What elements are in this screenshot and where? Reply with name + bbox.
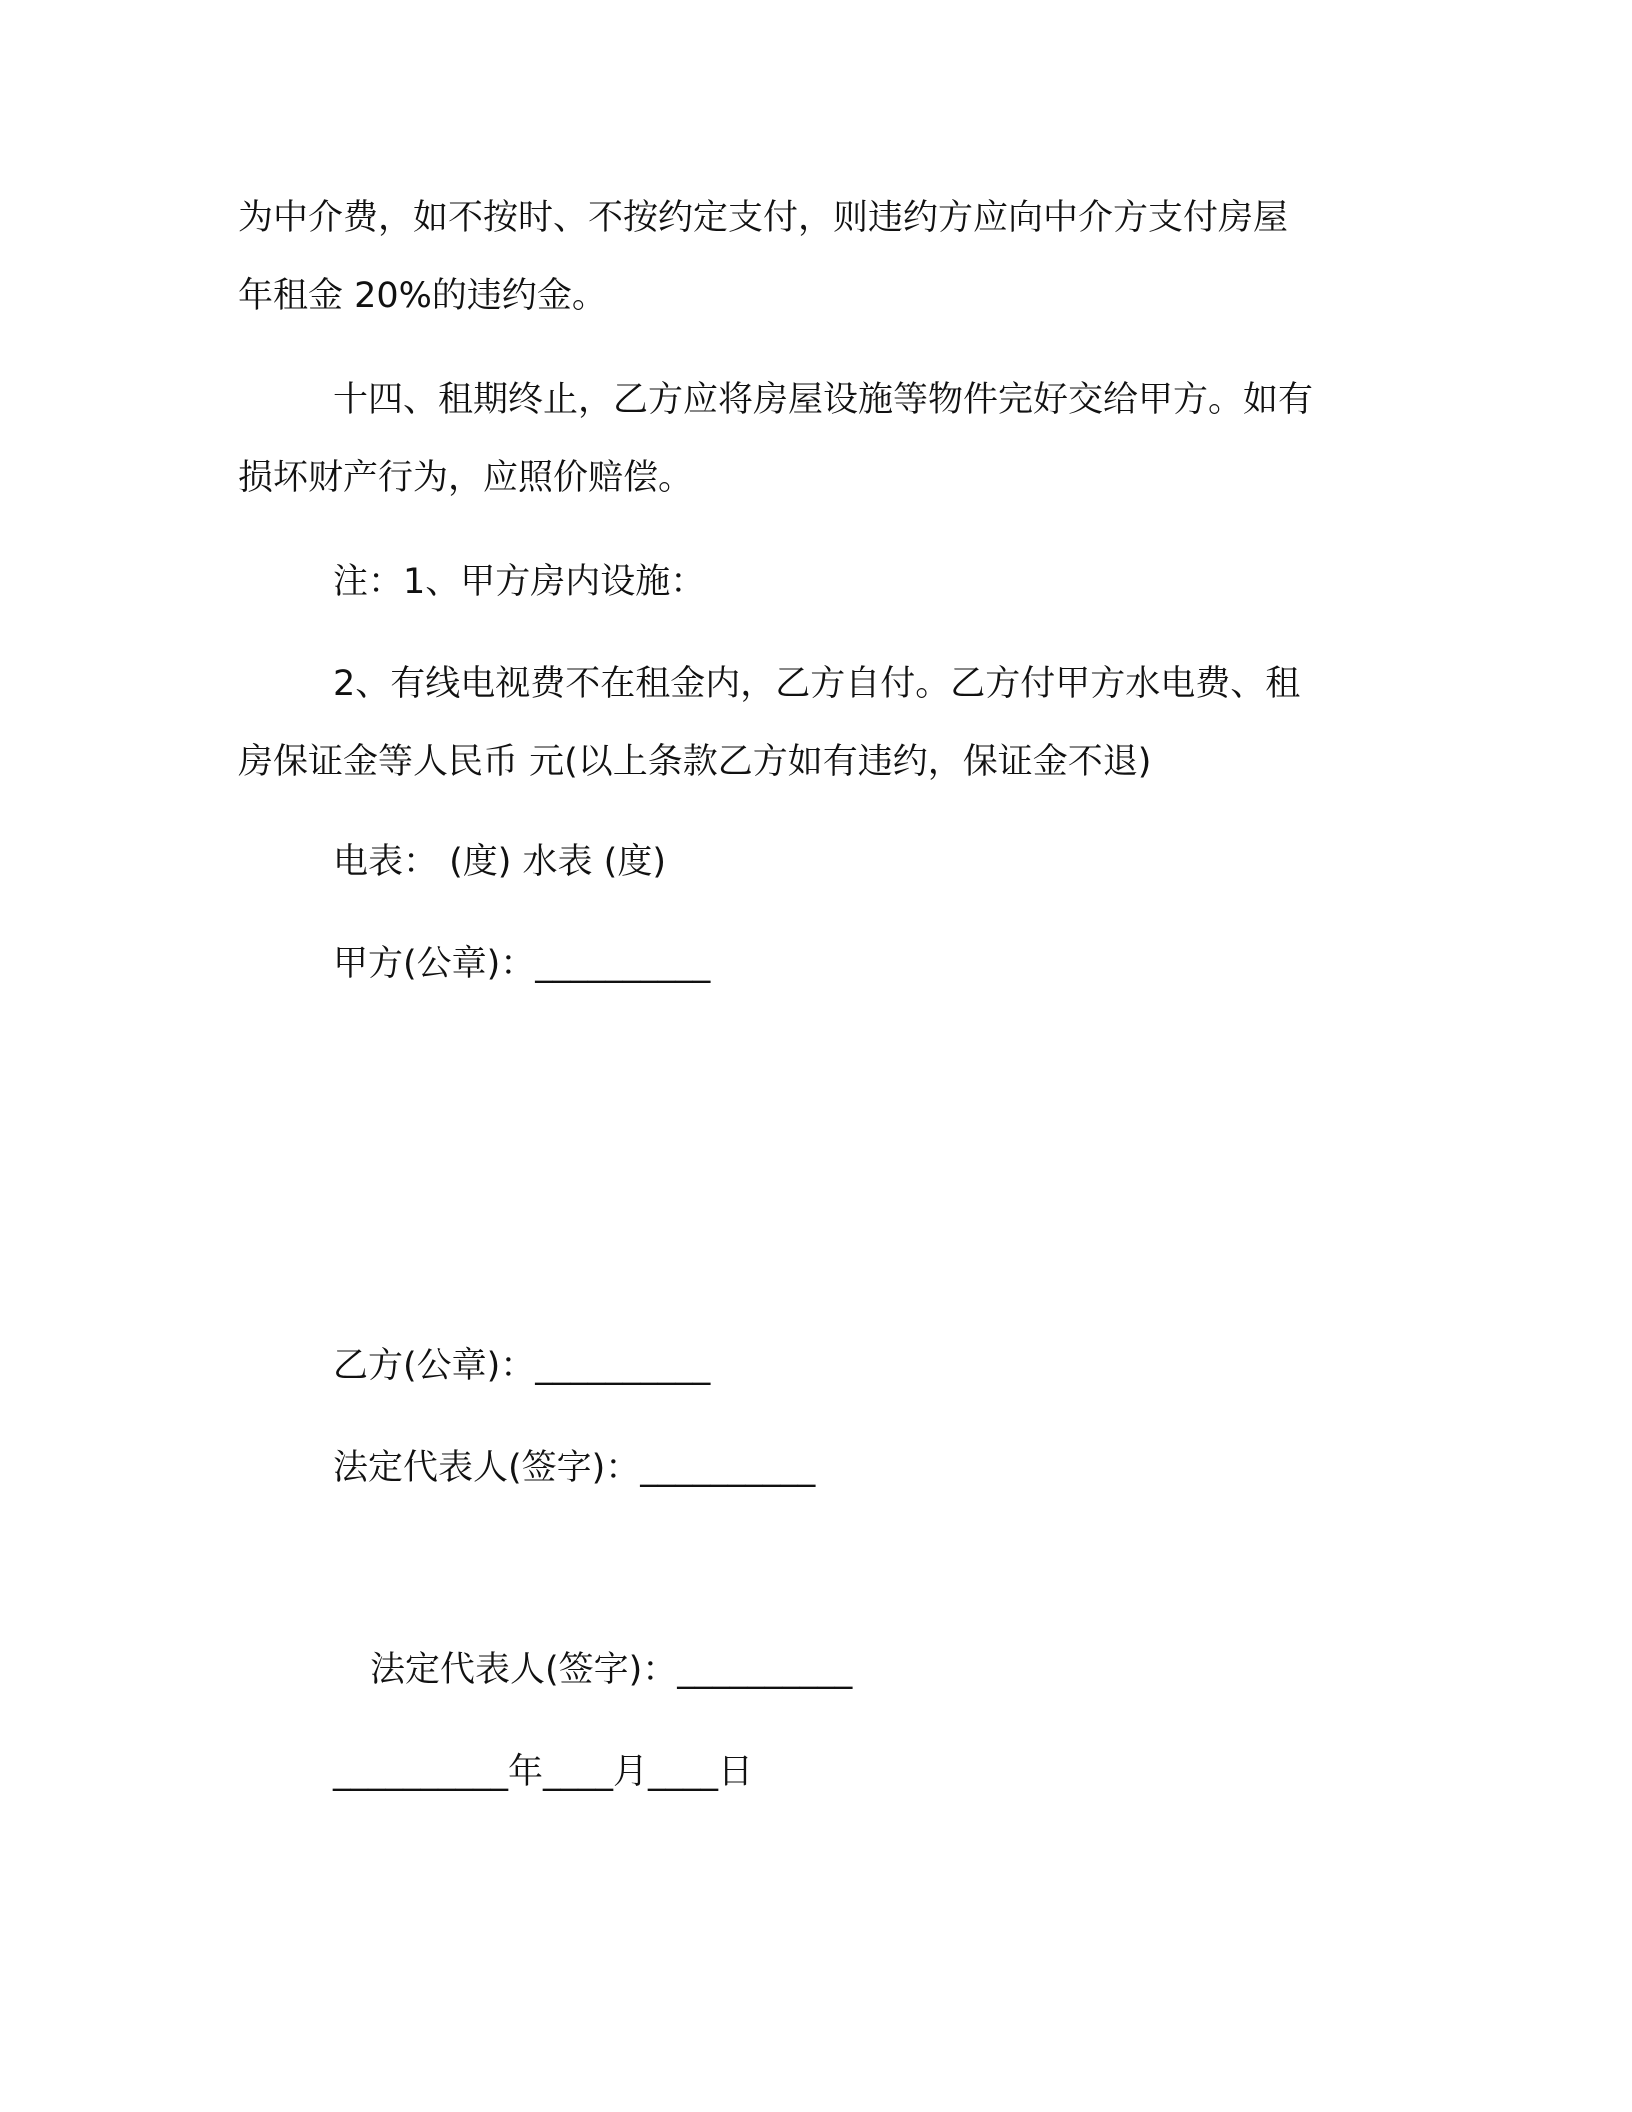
legal-representative-signature-line: 法定代表人(签字)：__________ (333, 1448, 816, 1488)
paragraph-line: 损坏财产行为，应照价赔偿。 (238, 458, 694, 498)
paragraph-line: 十四、租期终止，乙方应将房屋设施等物件完好交给甲方。如有 (333, 380, 1314, 420)
paragraph-line: 2、有线电视费不在租金内，乙方自付。乙方付甲方水电费、租 (333, 664, 1301, 704)
paragraph-line: 房保证金等人民币 元(以上条款乙方如有违约，保证金不退) (238, 742, 1152, 782)
date-line: __________年____月____日 (333, 1752, 754, 1792)
party-a-seal-line: 甲方(公章)：__________ (333, 944, 711, 984)
party-b-seal-line: 乙方(公章)：__________ (333, 1346, 711, 1386)
meter-readings: 电表： (度) 水表 (度) (333, 842, 666, 882)
legal-representative-signature-line: 法定代表人(签字)：__________ (370, 1650, 853, 1690)
note-heading: 注：1、甲方房内设施： (333, 562, 706, 602)
paragraph-line: 年租金 20%的违约金。 (238, 276, 607, 316)
paragraph-line: 为中介费，如不按时、不按约定支付，则违约方应向中介方支付房屋 (238, 198, 1289, 238)
